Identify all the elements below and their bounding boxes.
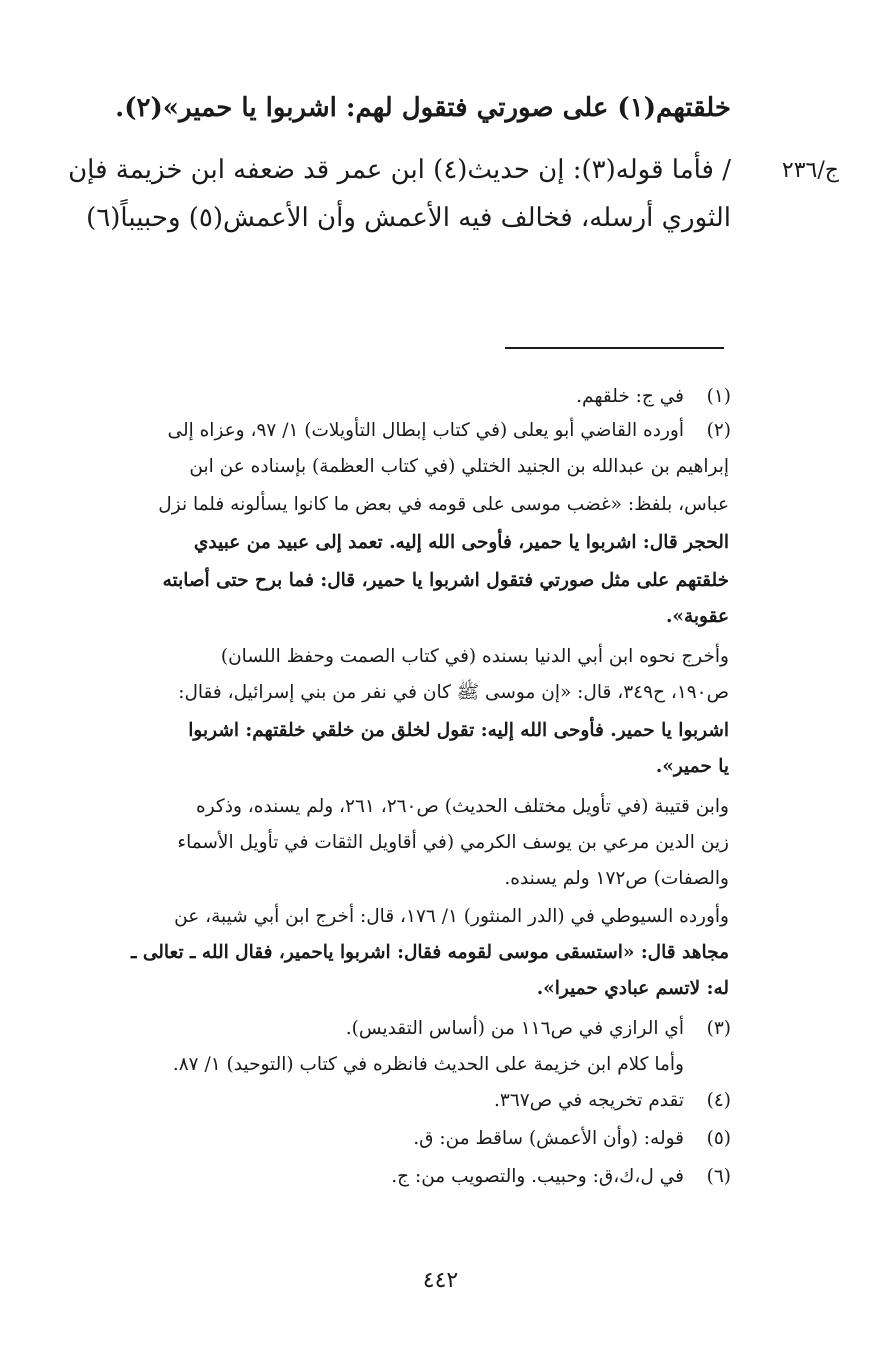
footnote-line: وأورده السيوطي في (الدر المنثور) ١/ ١٧٦، قال: أخرج ابن أبي شيبة، عن (174, 906, 729, 927)
footnote-marker-1: (١) (706, 386, 731, 407)
footnote-line: اشربوا يا حمير. فأوحى الله إليه: تقول لخلق من خلقي خلقتهم: اشربوا (188, 720, 729, 741)
footnote-line: إبراهيم بن عبدالله بن الجنيد الختلي (في كتاب العظمة) بإسناده عن ابن (189, 456, 729, 477)
footnote-marker-4: (٤) (706, 1090, 731, 1111)
footnote-line: عباس، بلفظ: «غضب موسى على قومه في بعض ما كانوا يسألونه فلما نزل (158, 494, 729, 515)
footnote-marker-6: (٦) (706, 1166, 731, 1187)
footnote-line: خلقتهم على مثل صورتي فتقول اشربوا يا حمير، قال: فما برح حتى أصابته (162, 570, 729, 591)
footnote-line: ص١٩٠، ح٣٤٩، قال: «إن موسى ﷺ كان في نفر من بني إسرائيل، فقال: (178, 682, 729, 703)
footnote-marker-5: (٥) (706, 1128, 731, 1149)
footnote-line: أي الرازي في ص١١٦ من (أساس التقديس). (345, 1018, 684, 1039)
footnote-line: يا حمير». (655, 756, 729, 777)
footnote-line: مجاهد قال: «استسقى موسى لقومه فقال: اشربوا ياحمير، فقال الله ـ تعالى ـ (130, 942, 729, 963)
footnote-marker-2: (٢) (706, 420, 731, 441)
page-number: ٤٤٢ (422, 1268, 459, 1293)
footnote-line: له: لاتسم عبادي حميرا». (536, 978, 729, 999)
footnote-line: تقدم تخريجه في ص٣٦٧. (494, 1090, 684, 1111)
footnote-line: في ج: خلقهم. (576, 386, 684, 407)
footnote-line: وابن قتيبة (في تأويل مختلف الحديث) ص٢٦٠، ٢٦١، ولم يسنده، وذكره (196, 796, 729, 817)
footnote-line: والصفات) ص١٧٢ ولم يسنده. (504, 868, 729, 889)
footnote-separator (505, 347, 724, 349)
volume-page-marker: ج/٢٣٦ (781, 158, 839, 183)
main-line-3: الثوري أرسله، فخالف فيه الأعمش وأن الأعمش(٥) وحبيباً(٦) (86, 203, 731, 233)
footnote-line: في ل،ك،ق: وحبيب. والتصويب من: ج. (391, 1166, 684, 1187)
main-line-1: خلقتهم(١) على صورتي فتقول لهم: اشربوا يا حمير»(٢). (115, 93, 731, 123)
footnote-line: أورده القاضي أبو يعلى (في كتاب إبطال التأويلات) ١/ ٩٧، وعزاه إلى (167, 420, 684, 441)
footnote-line: وأما كلام ابن خزيمة على الحديث فانظره في كتاب (التوحيد) ١/ ٨٧. (172, 1054, 684, 1075)
footnote-line: عقوبة». (665, 606, 729, 627)
footnote-line: قوله: (وأن الأعمش) ساقط من: ق. (413, 1128, 684, 1149)
footnote-line: زين الدين مرعي بن يوسف الكرمي (في أقاويل الثقات في تأويل الأسماء (177, 832, 729, 853)
footnote-marker-3: (٣) (706, 1018, 731, 1039)
footnote-line: الحجر قال: اشربوا يا حمير، فأوحى الله إليه. تعمد إلى عبيد من عبيدي (193, 532, 729, 553)
footnote-line: وأخرج نحوه ابن أبي الدنيا بسنده (في كتاب الصمت وحفظ اللسان) (220, 646, 729, 667)
main-line-2: / فأما قوله(٣): إن حديث(٤) ابن عمر قد ضعفه ابن خزيمة فإن (68, 155, 731, 185)
